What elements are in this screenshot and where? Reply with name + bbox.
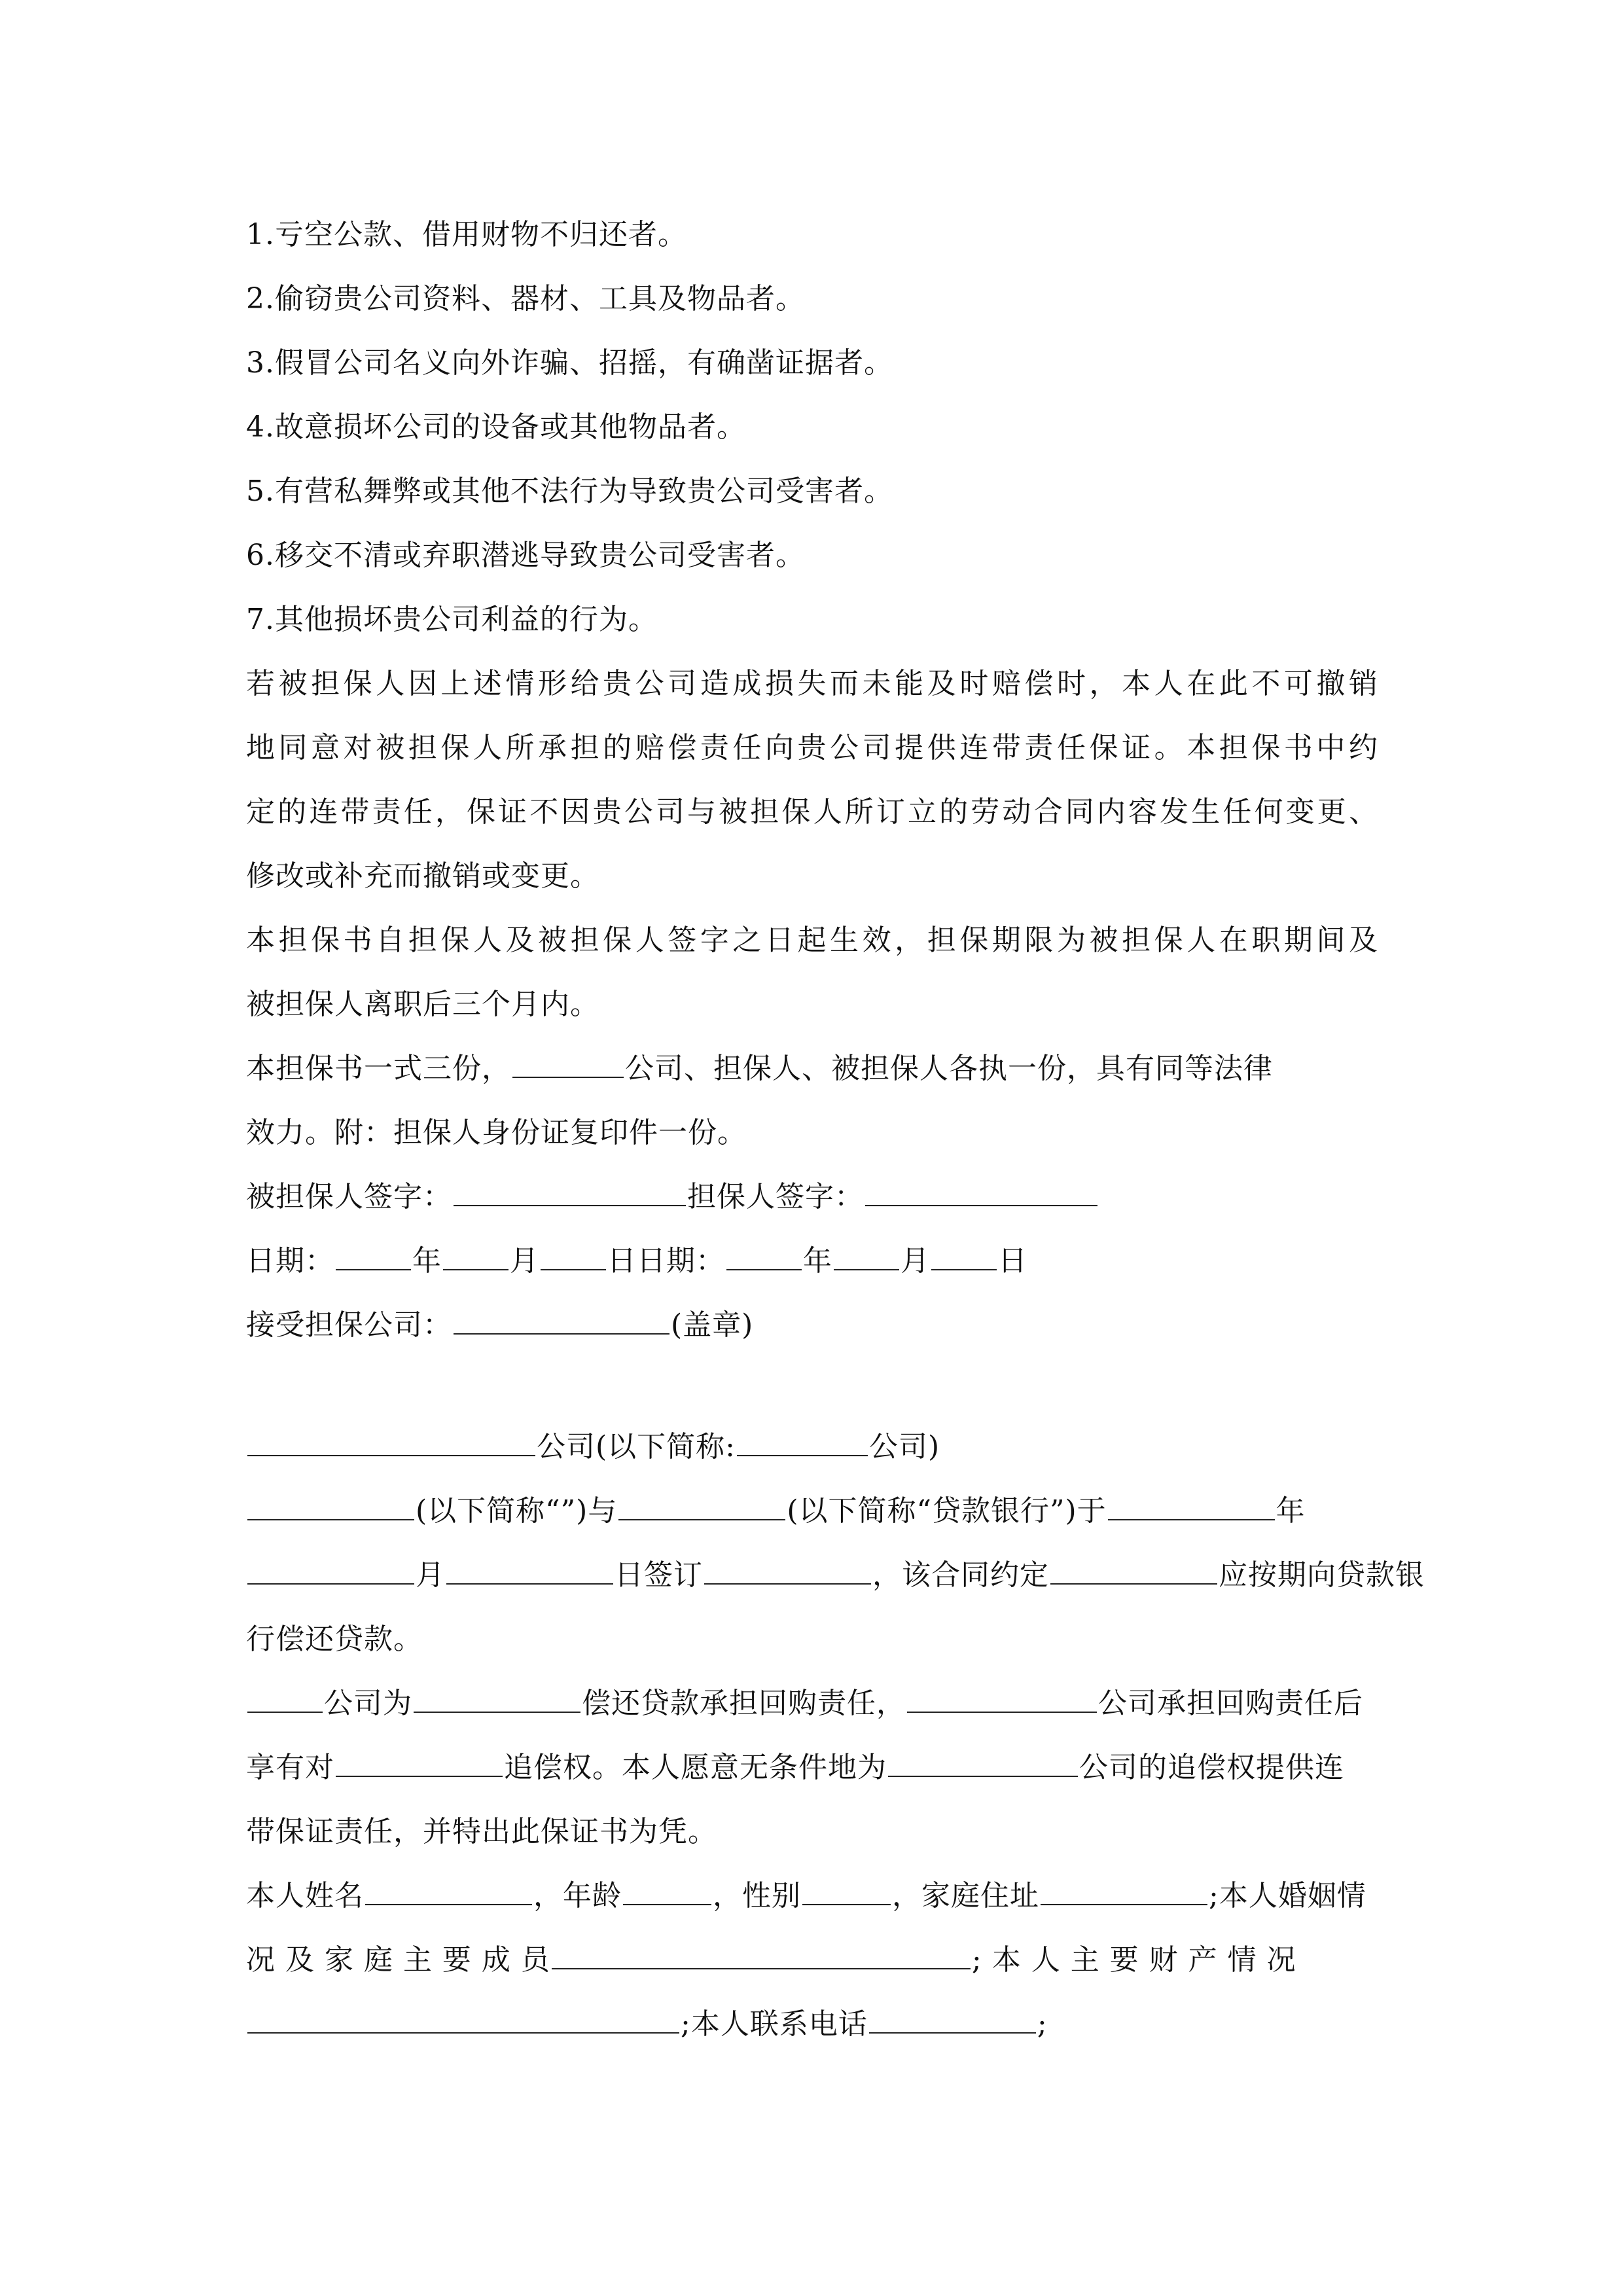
blank-field	[931, 1243, 997, 1270]
text-segment: 年	[1275, 1494, 1306, 1528]
company-line	[246, 1293, 1378, 1357]
second-line	[246, 1672, 1378, 1736]
blank-field	[834, 1243, 899, 1270]
blank-field	[446, 1557, 613, 1585]
text-segment: 况 及 家 庭 主 要 成 员	[246, 1943, 550, 1977]
list-item: 6.移交不清或弃职潜逃导致贵公司受害者。	[246, 539, 805, 572]
second-line	[246, 1479, 1378, 1543]
list-item: 5.有营私舞弊或其他不法行为导致贵公司受害者。	[246, 475, 893, 508]
text-segment: ，家庭住址	[892, 1879, 1039, 1912]
list-item: 2.偷窃贵公司资料、器材、工具及物品者。	[246, 282, 805, 315]
company-label: 接受担保公司：	[246, 1308, 452, 1342]
blank-field	[443, 1243, 508, 1270]
blank-field	[888, 1749, 1078, 1777]
text-segment: ，性别	[713, 1879, 801, 1912]
text-segment: ，该合同约定	[872, 1558, 1049, 1592]
signature-line	[246, 1165, 1378, 1229]
paragraph-line: 若被担保人因上述情形给贵公司造成损失而未能及时赔偿时，本人在此不可撤销	[246, 667, 1378, 700]
blank-field	[623, 1878, 711, 1905]
blank-field	[1108, 1493, 1275, 1520]
copies-line	[246, 1037, 1378, 1101]
paragraph-line: 修改或补充而撤销或变更。	[246, 859, 599, 893]
header-text: 公司(以下简称:	[537, 1430, 736, 1463]
year-label: 年	[412, 1244, 442, 1278]
text-segment: ; 本 人 主 要 财 产 情 况	[971, 1943, 1296, 1977]
guarantor-signature-field	[865, 1179, 1097, 1206]
blank-field	[336, 1749, 503, 1777]
date-label: 日期：	[246, 1244, 334, 1278]
text-segment: 公司承担回购责任后	[1098, 1687, 1363, 1720]
text-segment: 追偿权。本人愿意无条件地为	[504, 1751, 887, 1784]
second-line: 行偿还贷款。	[246, 1623, 423, 1656]
blank-field	[541, 1243, 606, 1270]
blank-field	[512, 1050, 624, 1078]
paragraph-line: 本担保书自担保人及被担保人签字之日起生效，担保期限为被担保人在职期间及	[246, 924, 1378, 957]
text-segment: 公司为	[324, 1687, 412, 1720]
date-label: 日日期：	[607, 1244, 725, 1278]
blank-field	[414, 1685, 580, 1713]
copies-suffix: 公司、担保人、被担保人各执一份，具有同等法律	[625, 1052, 1273, 1085]
second-line	[246, 1928, 1378, 1992]
second-line	[246, 1736, 1378, 1800]
month-label: 月	[901, 1244, 930, 1278]
day-label: 日	[998, 1244, 1027, 1278]
blank-field	[704, 1557, 871, 1585]
spacer	[246, 1357, 1378, 1415]
year-label: 年	[803, 1244, 832, 1278]
text-segment: (以下简称“”)与	[416, 1494, 618, 1528]
blank-field	[618, 1493, 785, 1520]
guarantor-signature-label: 担保人签字：	[687, 1180, 864, 1213]
list-item: 4.故意损坏公司的设备或其他物品者。	[246, 410, 746, 444]
paragraph-line: 被担保人离职后三个月内。	[246, 988, 599, 1021]
blank-field	[247, 1493, 414, 1520]
document-body	[246, 203, 1425, 2056]
paragraph-line: 效力。附：担保人身份证复印件一份。	[246, 1116, 747, 1149]
blank-field	[247, 2006, 679, 2034]
copies-prefix: 本担保书一式三份，	[246, 1052, 511, 1085]
blank-field	[247, 1685, 323, 1713]
paragraph-line: 定的连带责任，保证不因贵公司与被担保人所订立的劳动合同内容发生任何变更、	[246, 795, 1378, 829]
second-header-line	[246, 1415, 1378, 1479]
blank-field	[336, 1243, 411, 1270]
blank-field	[247, 1429, 535, 1456]
text-segment: ;本人联系电话	[681, 2007, 868, 2041]
list-item: 1.亏空公款、借用财物不归还者。	[246, 218, 687, 251]
text-segment: (以下简称“贷款银行”)于	[787, 1494, 1107, 1528]
second-line	[246, 1543, 1425, 1607]
company-field	[454, 1307, 669, 1335]
second-line	[246, 1992, 1378, 2056]
seal-label: (盖章)	[671, 1308, 754, 1342]
text-segment: 应按期向贷款银	[1219, 1558, 1425, 1592]
blank-field	[1041, 1878, 1207, 1905]
second-line	[246, 1864, 1378, 1928]
list-item: 7.其他损坏贵公司利益的行为。	[246, 603, 658, 636]
text-segment: 享有对	[246, 1751, 334, 1784]
blank-field	[907, 1685, 1097, 1713]
blank-field	[802, 1878, 891, 1905]
blank-field	[247, 1557, 414, 1585]
blank-field	[737, 1429, 868, 1456]
text-segment: 公司的追偿权提供连	[1079, 1751, 1344, 1784]
blank-field	[365, 1878, 532, 1905]
second-line: 带保证责任，并特出此保证书为凭。	[246, 1815, 717, 1848]
date-line	[246, 1229, 1378, 1293]
text-segment: 月	[416, 1558, 445, 1592]
text-segment: 偿还贷款承担回购责任，	[582, 1687, 906, 1720]
text-segment: ;	[1037, 2007, 1048, 2041]
blank-field	[726, 1243, 802, 1270]
blank-field	[869, 2006, 1036, 2034]
text-segment: 日签订	[615, 1558, 703, 1592]
paragraph-line: 地同意对被担保人所承担的赔偿责任向贵公司提供连带责任保证。本担保书中约	[246, 731, 1378, 764]
text-segment: ;本人婚姻情	[1209, 1879, 1366, 1912]
blank-field	[552, 1942, 971, 1969]
header-text: 公司)	[869, 1430, 940, 1463]
month-label: 月	[510, 1244, 539, 1278]
guaranteed-signature-field	[454, 1179, 686, 1206]
text-segment: 本人姓名	[246, 1879, 364, 1912]
text-segment: ，年龄	[533, 1879, 622, 1912]
blank-field	[1050, 1557, 1217, 1585]
guaranteed-signature-label: 被担保人签字：	[246, 1180, 452, 1213]
list-item: 3.假冒公司名义向外诈骗、招摇，有确凿证据者。	[246, 346, 893, 380]
